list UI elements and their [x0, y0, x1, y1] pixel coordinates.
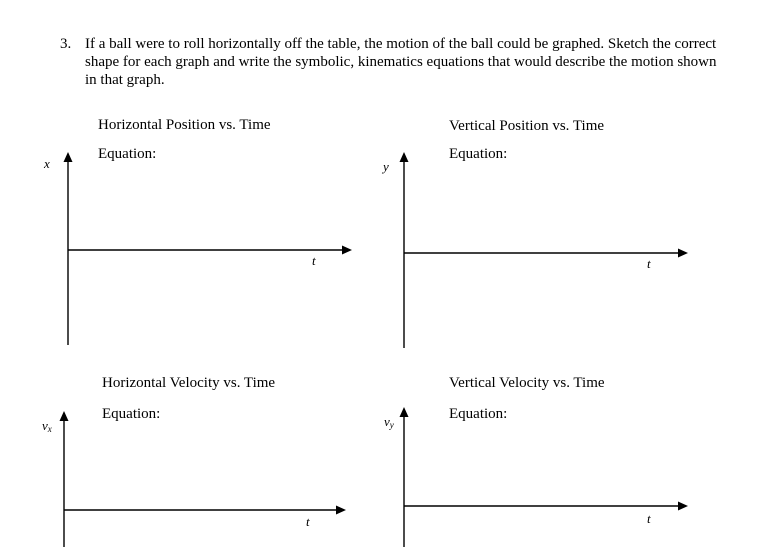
horizontal-position-y-arrowhead — [64, 152, 73, 162]
vertical-velocity-y-arrowhead — [400, 407, 409, 417]
vertical-velocity-y-axis-var: v — [384, 414, 390, 429]
question-text: If a ball were to roll horizontally off the table, the motion of the ball could be graphed. Sketch the correct shape for each graph and write the symbolic, kinematics equations that would describe the motion shown in that graph. — [85, 36, 717, 88]
vertical-velocity-x-arrowhead — [678, 502, 688, 511]
vertical-position-x-arrowhead — [678, 249, 688, 258]
horizontal-velocity-x-arrowhead — [336, 506, 346, 515]
question-number: 3. — [60, 36, 72, 52]
vertical-velocity-y-axis-subscript: y — [389, 420, 394, 430]
vertical-velocity-title: Vertical Velocity vs. Time — [449, 375, 605, 391]
horizontal-position-x-arrowhead — [342, 246, 352, 255]
horizontal-velocity-y-axis-subscript: x — [47, 424, 52, 434]
vertical-position-x-axis-label: t — [647, 256, 651, 271]
horizontal-velocity-y-arrowhead — [60, 411, 69, 421]
vertical-velocity-x-axis-label: t — [647, 511, 651, 526]
vertical-position-y-arrowhead — [400, 152, 409, 162]
vertical-position-title: Vertical Position vs. Time — [449, 118, 605, 134]
vertical-position-y-axis-label: y — [383, 159, 389, 174]
horizontal-position-x-axis-label: t — [312, 253, 316, 268]
vertical-position-equation-label: Equation: — [449, 146, 508, 162]
horizontal-position-y-axis-label: x — [44, 156, 50, 171]
vertical-velocity-equation-label: Equation: — [449, 406, 508, 422]
horizontal-position-title: Horizontal Position vs. Time — [98, 117, 271, 133]
horizontal-velocity-title: Horizontal Velocity vs. Time — [102, 375, 276, 391]
horizontal-position-equation-label: Equation: — [98, 146, 157, 162]
horizontal-velocity-equation-label: Equation: — [102, 406, 161, 422]
horizontal-velocity-y-axis-var: v — [42, 418, 48, 433]
horizontal-velocity-x-axis-label: t — [306, 514, 310, 529]
